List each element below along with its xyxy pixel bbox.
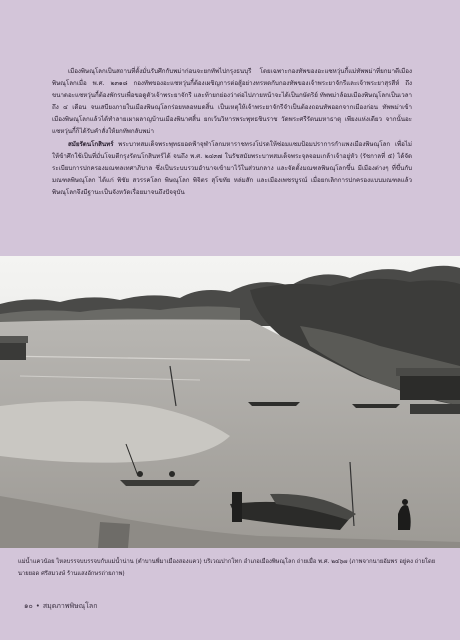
page-footer xyxy=(24,601,97,612)
photo-caption: แม่น้ำแควน้อย ไหลบรรจบบรรจบกับแม่น้ำน่าน (ตำบานพี่มาเมืองสองแคว) บริเวณปากโทก อำเภอเมืองพิษณุโลก ถ่ายเมื่อ พ.ศ. ๒๔๖๗ (ภาพจากนายอัมพร อยู่คง ถ่ายโดย นายยอด ศรีสมวงษ์ ร้านแสงอักษรถ่ายภาพ) xyxy=(18,559,436,577)
page-number: ๑๐ xyxy=(24,602,33,610)
body-text xyxy=(52,66,412,199)
footer-separator: • xyxy=(35,602,40,610)
historic-river-photo xyxy=(0,256,460,548)
paragraph-2 xyxy=(52,139,412,199)
book-title: สมุดภาพพิษณุโลก xyxy=(42,602,98,610)
paragraph-2-text: พระบาทสมเด็จพระพุทธยอดฟ้าจุฬาโลกมหาราชทรงโปรดให้ซ่อมแซมป้อมปราการกำแพงเมืองพิษณุโลก เพื่อไม่ให้ข้าศึกใช้เป็นที่มั่นโจมตีกรุงรัตนโกสินทร์ได้ จนถึง พ.ศ. ๒๔๓๗ ในรัชสมัยพระบาทสมเด็จพระจุลจอมเกล้าเจ้าอยู่หัว (รัชกาลที่ ๕) ได้จัดระเบียบการปกครองมณฑลเทศาภิบาล ซึ่งเป็นระบบรวมอำนาจเข้ามาไว้ในส่วนกลาง และจัดตั้งมณฑลพิษณุโลกขึ้น มีเมืองต่างๆ ที่ขึ้นกับมณฑลพิษณุโลก ได้แก่ พิชัย สวรรคโลก พิษณุโลก พิจิตร สุโขทัย หล่มสัก และเมืองเพชรบูรณ์ เมื่อยกเลิกการปกครองแบบมณฑลแล้ว พิษณุโลกจึงมีฐานะเป็นจังหวัดเรื่อยมาจนถึงปัจจุบัน xyxy=(52,140,412,196)
paragraph-1: เมืองพิษณุโลกเป็นสถานที่ตั้งมั่นรับศึกกับพม่าก่อนจะยกทัพไปกรุงธนบุรี โดยเฉพาะกองทัพของอะแซหวุ่นกี้แม่ทัพพม่าที่ยกมาตีเมืองพิษณุโลกเมื่อ พ.ศ. ๒๓๑๘ กองทัพของอะแซหวุ่นกี้ต้องเผชิญการต่อสู้อย่างทรหดกับกองทัพของเจ้าพระยาจักรีและเจ้าพระยาสุรสีห์ ถึงขนาดอะแซหวุ่นกี้ต้องพักรบเพื่อขอดูตัวเจ้าพระยาจักรี และท้ายกย่องว่าต่อไปภายหน้าจะได้เป็นกษัตริย์ ทัพพม่าล้อมเมืองพิษณุโลกเป็นเวลาถึง ๔ เดือน จนเสบียงภายในเมืองพิษณุโลกร่อยหลอหมดสิ้น เป็นเหตุให้เจ้าพระยาจักรีจำเป็นต้องถอนทัพออกจากเมืองก่อน ทัพพม่าเข้าเมืองพิษณุโลกแล้วได้ทำลายเผาผลาญบ้านเมืองพินาศสิ้น ยกเว้นวิหารพระพุทธชินราช วัดพระศรีรัตนมหาธาตุ เพียงแห่งเดียว จากนั้นอะแซหวุ่นกี้ก็ได้รับคำสั่งให้ยกทัพกลับพม่า xyxy=(52,68,412,136)
paragraph-2-lead: สมัยรัตนโกสินทร์ xyxy=(68,140,114,148)
